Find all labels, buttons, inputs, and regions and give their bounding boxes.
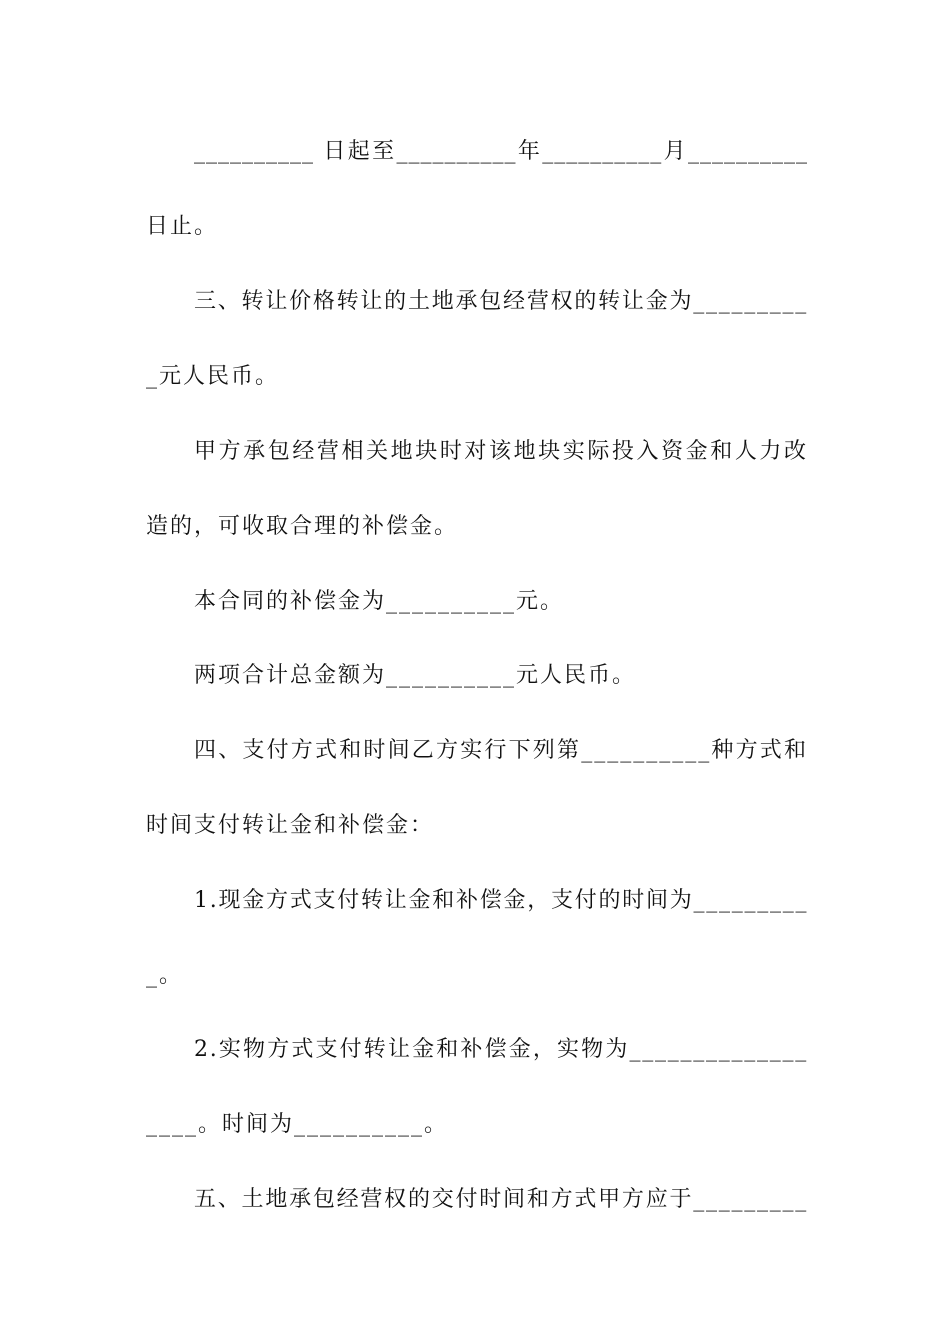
- text-line-9: 四、支付方式和时间乙方实行下列第__________种方式和: [194, 738, 808, 763]
- text-line-11: 1.现金方式支付转让金和补偿金，支付的时间为_________: [194, 888, 809, 913]
- text-line-2: 日止。: [146, 214, 219, 239]
- text-line-8: 两项合计总金额为__________元人民币。: [194, 663, 637, 688]
- text-line-5: 甲方承包经营相关地块时对该地块实际投入资金和人力改: [194, 439, 808, 464]
- text-line-15: 五、土地承包经营权的交付时间和方式甲方应于_________: [194, 1187, 808, 1212]
- text-line-1: __________ 日起至__________年__________月__________: [194, 139, 808, 164]
- text-line-4: _元人民币。: [146, 364, 280, 389]
- text-line-3: 三、转让价格转让的土地承包经营权的转让金为_________: [194, 289, 808, 314]
- text-line-6: 造的，可收取合理的补偿金。: [146, 514, 459, 539]
- text-line-10: 时间支付转让金和补偿金：: [146, 813, 435, 838]
- text-line-14: ____。时间为__________。: [146, 1112, 449, 1137]
- text-line-7: 本合同的补偿金为__________元。: [194, 589, 565, 614]
- text-line-12: _。: [146, 963, 184, 988]
- text-line-13: 2.实物方式支付转让金和补偿金，实物为______________: [194, 1037, 808, 1062]
